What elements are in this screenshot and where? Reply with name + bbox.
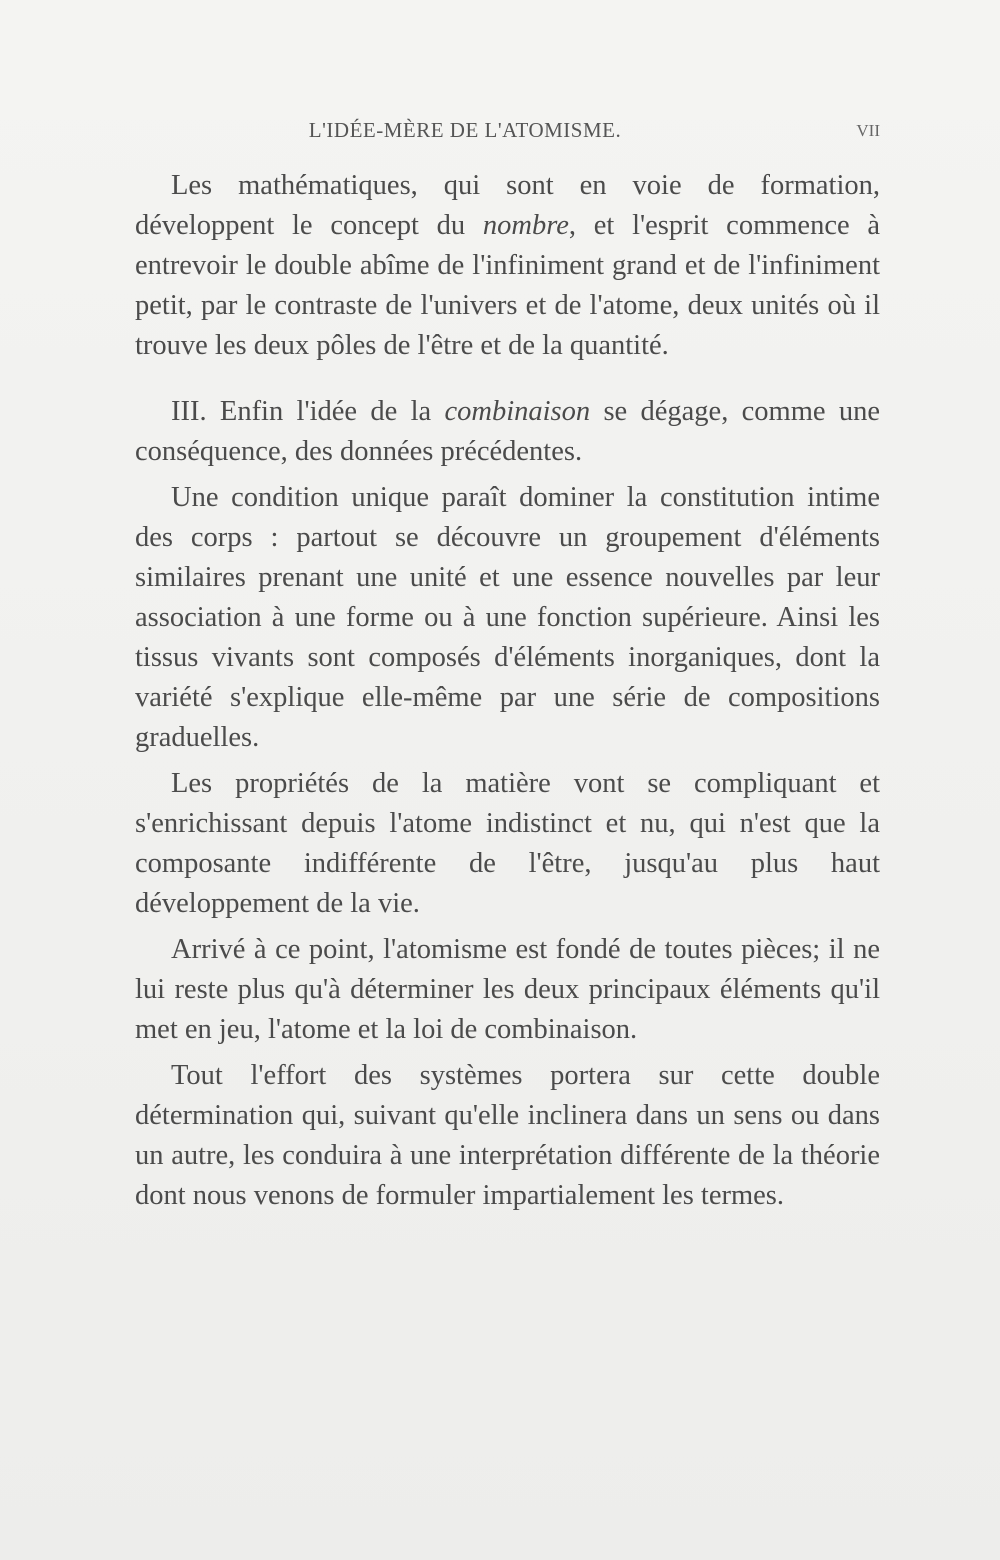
running-title: L'IDÉE-MÈRE DE L'ATOMISME. [308,118,622,142]
emphasis-nombre: nombre [482,210,569,241]
paragraph-atomisme: Arrivé à ce point, l'atomisme est fondé de toutes pièces; il ne lui reste plus qu'à déterminer les deux principaux éléments qu'il met en jeu, l'atome et la loi de combinaison. [135,934,880,1045]
paragraph-mathematics [135,166,880,366]
paragraph-text: Les mathématiques, qui sont en voie de formation, développent le concept du [135,170,880,241]
paragraph-text: III. Enfin l'idée de la [171,396,445,427]
paragraph-text: , et l'esprit commence à entrevoir le double abîme de l'infiniment grand et de l'infiniment petit, par le contraste de l'univers et de l'atome, deux unités où il trouve les deux pôles de l'être et de la quantité. [135,210,880,361]
paragraph-effort: Tout l'effort des systèmes portera sur cette double détermination qui, suivant qu'elle inclinera dans un sens ou dans un autre, les conduira à une interprétation différente de la théorie dont nous venons de formuler impartialement les termes. [135,1060,880,1211]
paragraph-text: se dégage, comme une conséquence, des données précédentes. [135,396,880,467]
body-text [135,166,880,1216]
running-head [135,118,880,148]
page-number: VII [856,121,880,140]
paragraph-combinaison [135,392,880,472]
emphasis-combinaison: combinaison [444,396,591,427]
paragraph-proprietes: Les propriétés de la matière vont se compliquant et s'enrichissant depuis l'atome indistinct et nu, qui n'est que la composante indifférente de l'être, jusqu'au plus haut développement de la vie. [135,768,880,919]
paragraph-condition: Une condition unique paraît dominer la constitution intime des corps : partout se découvre un groupement d'éléments similaires prenant une unité et une essence nouvelles par leur association à une forme ou à une fonction supérieure. Ainsi les tissus vivants sont composés d'éléments inorganiques, dont la variété s'explique elle-même par une série de compositions graduelles. [135,482,880,753]
